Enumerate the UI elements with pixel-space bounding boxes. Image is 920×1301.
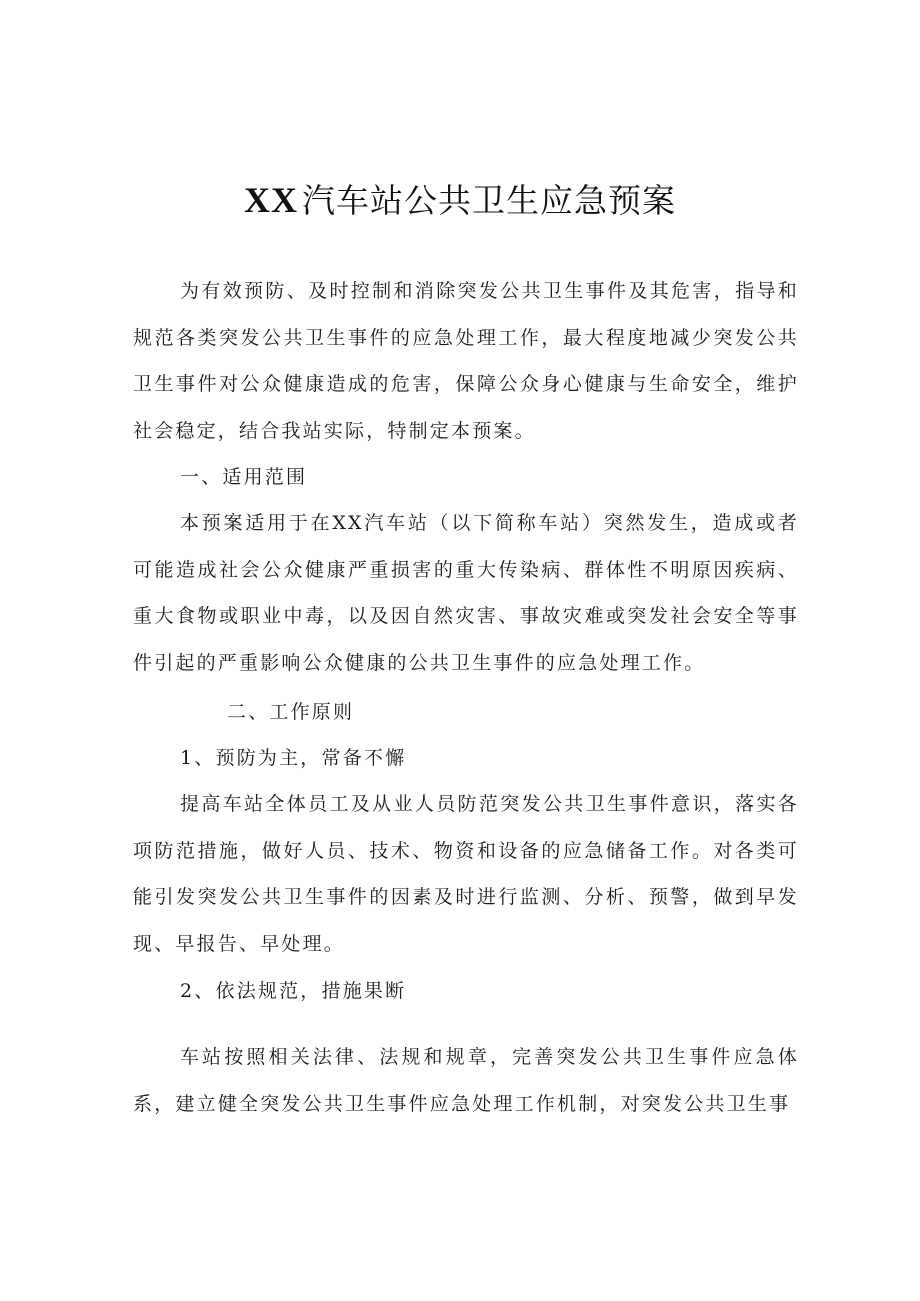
- section-heading-principles: 二、工作原则: [227, 701, 355, 723]
- intro-paragraph: 为有效预防、及时控制和消除突发公共卫生事件及其危害，指导和规范各类突发公共卫生事件的应急处理工作，最大程度地减少突发公共卫生事件对公众健康造成的危害，保障公众身心健康与生命安全，维护社会稳定，结合我站实际，特制定本预案。: [133, 280, 799, 442]
- scope-paragraph: 本预案适用于在XX汽车站（以下简称车站）突然发生，造成或者可能造成社会公众健康严重损害的重大传染病、群体性不明原因疾病、重大食物或职业中毒，以及因自然灾害、事故灾难或突发社会安全等事件引起的严重影响公众健康的公共卫生事件的应急处理工作。: [133, 512, 799, 674]
- section-heading-scope: 一、适用范围: [180, 466, 308, 488]
- title-prefix: XX: [244, 180, 298, 220]
- document-title: [0, 174, 920, 227]
- principle-1-paragraph: 提高车站全体员工及从业人员防范突发公共卫生事件意识，落实各项防范措施，做好人员、技术、物资和设备的应急储备工作。对各类可能引发突发公共卫生事件的因素及时进行监测、分析、预警，做到早发现、早报告、早处理。: [133, 793, 799, 955]
- principle-2-heading: 2、依法规范，措施果断: [180, 980, 407, 1002]
- principle-2-paragraph: 车站按照相关法律、法规和规章，完善突发公共卫生事件应急体系，建立健全突发公共卫生事件应急处理工作机制，对突发公共卫生事: [133, 1046, 799, 1115]
- principle-1-heading: 1、预防为主，常备不懈: [180, 747, 407, 769]
- title-text: 汽车站公共卫生应急预案: [302, 181, 676, 220]
